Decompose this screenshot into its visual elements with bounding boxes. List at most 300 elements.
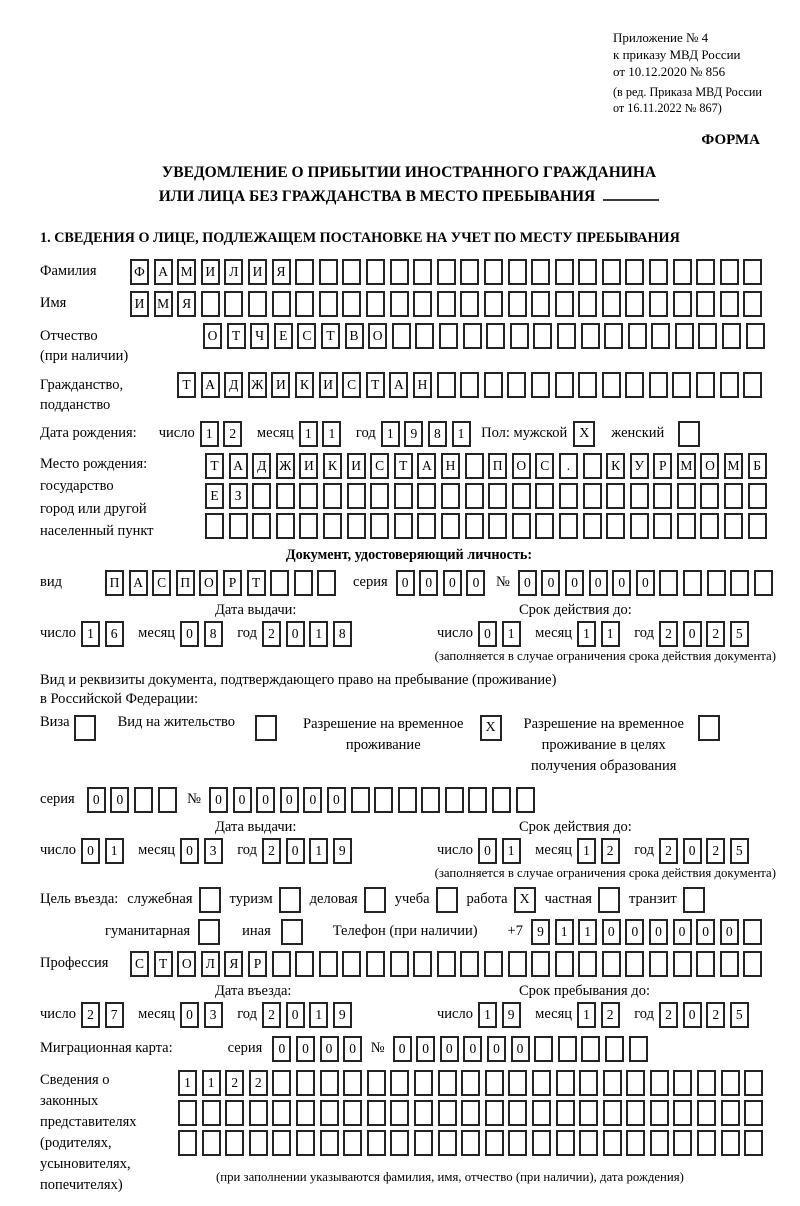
char-box[interactable]: У [630, 453, 649, 479]
char-box[interactable]: 0 [286, 1002, 305, 1028]
char-box[interactable]: К [295, 372, 314, 398]
char-box[interactable] [533, 323, 552, 349]
char-box[interactable] [630, 483, 649, 509]
char-box[interactable] [398, 787, 417, 813]
char-box[interactable]: Л [201, 951, 220, 977]
char-box[interactable]: 9 [333, 1002, 352, 1028]
char-box[interactable]: 0 [209, 787, 228, 813]
char-box[interactable] [486, 323, 505, 349]
char-box[interactable] [743, 259, 762, 285]
char-box[interactable] [296, 1070, 315, 1096]
char-box[interactable] [272, 1100, 291, 1126]
char-box[interactable] [465, 453, 484, 479]
char-box[interactable]: П [176, 570, 195, 596]
char-box[interactable] [555, 291, 574, 317]
char-box[interactable] [351, 787, 370, 813]
char-box[interactable] [697, 1100, 716, 1126]
char-box[interactable] [603, 1100, 622, 1126]
char-box[interactable] [583, 483, 602, 509]
char-box[interactable]: О [203, 323, 222, 349]
char-box[interactable]: 0 [180, 621, 199, 647]
char-box[interactable] [722, 323, 741, 349]
char-box[interactable] [461, 1130, 480, 1156]
char-box[interactable]: Д [252, 453, 271, 479]
char-box[interactable]: 0 [636, 570, 655, 596]
char-box[interactable]: 0 [440, 1036, 459, 1062]
char-box[interactable] [720, 951, 739, 977]
char-box[interactable] [205, 513, 224, 539]
char-box[interactable] [516, 787, 535, 813]
char-box[interactable]: 1 [601, 621, 620, 647]
char-box[interactable] [460, 259, 479, 285]
char-box[interactable] [178, 1130, 197, 1156]
char-box[interactable] [630, 513, 649, 539]
char-box[interactable] [299, 483, 318, 509]
char-box[interactable] [583, 513, 602, 539]
char-box[interactable]: Я [177, 291, 196, 317]
checkbox-tranzit[interactable] [683, 887, 705, 913]
char-box[interactable] [343, 1130, 362, 1156]
char-box[interactable]: 9 [531, 919, 550, 945]
char-box[interactable] [556, 1130, 575, 1156]
char-box[interactable] [578, 259, 597, 285]
char-box[interactable] [437, 259, 456, 285]
char-box[interactable] [465, 513, 484, 539]
char-box[interactable]: 2 [601, 838, 620, 864]
char-box[interactable] [413, 259, 432, 285]
char-box[interactable]: 1 [577, 1002, 596, 1028]
char-box[interactable]: С [370, 453, 389, 479]
char-box[interactable] [508, 1130, 527, 1156]
char-box[interactable] [374, 787, 393, 813]
char-box[interactable] [468, 787, 487, 813]
char-box[interactable]: 1 [478, 1002, 497, 1028]
char-box[interactable] [720, 291, 739, 317]
char-box[interactable] [252, 513, 271, 539]
char-box[interactable]: Д [224, 372, 243, 398]
char-box[interactable] [700, 483, 719, 509]
char-box[interactable] [535, 513, 554, 539]
char-box[interactable]: Т [247, 570, 266, 596]
char-box[interactable] [366, 259, 385, 285]
char-box[interactable]: А [154, 259, 173, 285]
char-box[interactable]: 0 [612, 570, 631, 596]
char-box[interactable] [390, 1070, 409, 1096]
char-box[interactable]: 0 [110, 787, 129, 813]
checkbox-chastnaya[interactable] [598, 887, 620, 913]
char-box[interactable]: 0 [87, 787, 106, 813]
char-box[interactable] [581, 323, 600, 349]
char-box[interactable]: 2 [262, 1002, 281, 1028]
char-box[interactable] [605, 1036, 624, 1062]
char-box[interactable]: 0 [466, 570, 485, 596]
char-box[interactable] [557, 323, 576, 349]
char-box[interactable]: 2 [659, 1002, 678, 1028]
char-box[interactable]: 0 [720, 919, 739, 945]
char-box[interactable] [743, 372, 762, 398]
char-box[interactable] [512, 513, 531, 539]
char-box[interactable] [707, 570, 726, 596]
char-box[interactable] [463, 323, 482, 349]
char-box[interactable]: С [130, 951, 149, 977]
char-box[interactable]: 0 [683, 621, 702, 647]
char-box[interactable]: Ж [276, 453, 295, 479]
checkbox-female[interactable] [678, 421, 700, 447]
char-box[interactable] [460, 291, 479, 317]
char-box[interactable]: . [559, 453, 578, 479]
char-box[interactable]: 0 [443, 570, 462, 596]
char-box[interactable]: М [724, 453, 743, 479]
char-box[interactable] [439, 323, 458, 349]
char-box[interactable] [370, 483, 389, 509]
char-box[interactable] [488, 483, 507, 509]
char-box[interactable] [531, 372, 550, 398]
char-box[interactable]: 0 [541, 570, 560, 596]
char-box[interactable] [485, 1070, 504, 1096]
char-box[interactable] [532, 1100, 551, 1126]
char-box[interactable] [602, 259, 621, 285]
char-box[interactable]: 2 [262, 621, 281, 647]
char-box[interactable]: П [488, 453, 507, 479]
char-box[interactable] [673, 1100, 692, 1126]
char-box[interactable]: З [229, 483, 248, 509]
char-box[interactable]: 0 [233, 787, 252, 813]
char-box[interactable] [413, 951, 432, 977]
char-box[interactable] [696, 291, 715, 317]
checkbox-gumanitarnaya[interactable] [198, 919, 220, 945]
char-box[interactable] [370, 513, 389, 539]
char-box[interactable] [673, 291, 692, 317]
char-box[interactable] [696, 259, 715, 285]
char-box[interactable] [295, 259, 314, 285]
char-box[interactable] [743, 951, 762, 977]
char-box[interactable] [421, 787, 440, 813]
char-box[interactable] [394, 513, 413, 539]
char-box[interactable]: Л [224, 259, 243, 285]
char-box[interactable] [319, 259, 338, 285]
char-box[interactable]: 1 [309, 621, 328, 647]
char-box[interactable] [556, 1070, 575, 1096]
char-box[interactable]: К [606, 453, 625, 479]
char-box[interactable] [342, 291, 361, 317]
char-box[interactable]: 0 [478, 621, 497, 647]
char-box[interactable] [319, 951, 338, 977]
char-box[interactable]: Т [227, 323, 246, 349]
char-box[interactable] [578, 372, 597, 398]
char-box[interactable] [697, 1130, 716, 1156]
char-box[interactable] [578, 951, 597, 977]
char-box[interactable]: 1 [200, 421, 219, 447]
char-box[interactable] [650, 1100, 669, 1126]
checkbox-rabota[interactable]: X [514, 887, 536, 913]
char-box[interactable]: И [347, 453, 366, 479]
char-box[interactable] [224, 291, 243, 317]
char-box[interactable]: 5 [730, 621, 749, 647]
char-box[interactable]: И [271, 372, 290, 398]
char-box[interactable] [696, 951, 715, 977]
char-box[interactable] [531, 951, 550, 977]
char-box[interactable] [202, 1100, 221, 1126]
checkbox-inaya[interactable] [281, 919, 303, 945]
char-box[interactable] [296, 1100, 315, 1126]
char-box[interactable]: И [201, 259, 220, 285]
char-box[interactable] [438, 1130, 457, 1156]
char-box[interactable] [394, 483, 413, 509]
char-box[interactable] [602, 291, 621, 317]
char-box[interactable] [672, 372, 691, 398]
char-box[interactable] [698, 323, 717, 349]
char-box[interactable] [744, 1070, 763, 1096]
char-box[interactable] [650, 1070, 669, 1096]
char-box[interactable]: 0 [478, 838, 497, 864]
char-box[interactable]: Я [224, 951, 243, 977]
char-box[interactable] [558, 1036, 577, 1062]
char-box[interactable] [696, 372, 715, 398]
char-box[interactable] [225, 1100, 244, 1126]
char-box[interactable] [730, 570, 749, 596]
char-box[interactable] [270, 570, 289, 596]
char-box[interactable] [510, 323, 529, 349]
char-box[interactable]: 0 [518, 570, 537, 596]
char-box[interactable] [390, 291, 409, 317]
char-box[interactable] [438, 1100, 457, 1126]
char-box[interactable]: 2 [262, 838, 281, 864]
char-box[interactable]: К [323, 453, 342, 479]
char-box[interactable] [484, 291, 503, 317]
char-box[interactable]: 0 [565, 570, 584, 596]
char-box[interactable] [724, 483, 743, 509]
char-box[interactable] [413, 291, 432, 317]
char-box[interactable] [460, 372, 479, 398]
char-box[interactable]: 0 [602, 919, 621, 945]
char-box[interactable]: 1 [309, 1002, 328, 1028]
char-box[interactable] [417, 513, 436, 539]
char-box[interactable]: А [201, 372, 220, 398]
char-box[interactable]: 0 [180, 1002, 199, 1028]
char-box[interactable] [673, 1070, 692, 1096]
char-box[interactable] [437, 291, 456, 317]
char-box[interactable] [484, 951, 503, 977]
char-box[interactable] [555, 951, 574, 977]
char-box[interactable] [390, 259, 409, 285]
char-box[interactable] [606, 483, 625, 509]
char-box[interactable] [414, 1070, 433, 1096]
char-box[interactable]: 5 [730, 1002, 749, 1028]
char-box[interactable] [629, 1036, 648, 1062]
char-box[interactable] [484, 259, 503, 285]
char-box[interactable] [743, 919, 762, 945]
char-box[interactable]: 5 [730, 838, 749, 864]
checkbox-turizm[interactable] [279, 887, 301, 913]
char-box[interactable] [650, 1130, 669, 1156]
checkbox-delovaya[interactable] [364, 887, 386, 913]
char-box[interactable] [507, 372, 526, 398]
char-box[interactable]: С [297, 323, 316, 349]
char-box[interactable]: Р [248, 951, 267, 977]
char-box[interactable]: 0 [673, 919, 692, 945]
char-box[interactable] [417, 483, 436, 509]
char-box[interactable]: А [129, 570, 148, 596]
char-box[interactable] [748, 513, 767, 539]
char-box[interactable] [579, 1130, 598, 1156]
char-box[interactable] [683, 570, 702, 596]
char-box[interactable] [202, 1130, 221, 1156]
char-box[interactable] [532, 1070, 551, 1096]
char-box[interactable] [414, 1100, 433, 1126]
char-box[interactable]: 9 [502, 1002, 521, 1028]
char-box[interactable]: С [342, 372, 361, 398]
char-box[interactable]: 2 [659, 621, 678, 647]
char-box[interactable]: 1 [577, 621, 596, 647]
char-box[interactable]: 9 [404, 421, 423, 447]
char-box[interactable]: Н [441, 453, 460, 479]
char-box[interactable] [438, 1070, 457, 1096]
char-box[interactable]: А [229, 453, 248, 479]
char-box[interactable] [721, 1070, 740, 1096]
char-box[interactable]: 9 [333, 838, 352, 864]
char-box[interactable] [559, 513, 578, 539]
char-box[interactable]: 1 [81, 621, 100, 647]
char-box[interactable]: 2 [706, 838, 725, 864]
char-box[interactable]: Т [205, 453, 224, 479]
char-box[interactable]: М [677, 453, 696, 479]
char-box[interactable] [178, 1100, 197, 1126]
char-box[interactable] [320, 1130, 339, 1156]
char-box[interactable] [746, 323, 765, 349]
char-box[interactable] [603, 1130, 622, 1156]
char-box[interactable]: Ч [250, 323, 269, 349]
char-box[interactable] [649, 291, 668, 317]
char-box[interactable] [299, 513, 318, 539]
char-box[interactable] [367, 1070, 386, 1096]
char-box[interactable]: 2 [706, 1002, 725, 1028]
char-box[interactable] [437, 372, 456, 398]
char-box[interactable] [158, 787, 177, 813]
char-box[interactable]: 0 [272, 1036, 291, 1062]
char-box[interactable]: Т [177, 372, 196, 398]
char-box[interactable]: 1 [577, 838, 596, 864]
char-box[interactable] [295, 291, 314, 317]
char-box[interactable]: И [130, 291, 149, 317]
char-box[interactable] [225, 1130, 244, 1156]
char-box[interactable] [272, 951, 291, 977]
char-box[interactable]: С [152, 570, 171, 596]
char-box[interactable] [626, 1100, 645, 1126]
char-box[interactable] [272, 1130, 291, 1156]
char-box[interactable] [508, 1070, 527, 1096]
char-box[interactable] [276, 513, 295, 539]
char-box[interactable]: 1 [309, 838, 328, 864]
char-box[interactable] [508, 259, 527, 285]
char-box[interactable] [721, 1130, 740, 1156]
char-box[interactable]: 1 [322, 421, 341, 447]
char-box[interactable] [229, 513, 248, 539]
char-box[interactable] [625, 291, 644, 317]
char-box[interactable]: О [700, 453, 719, 479]
checkbox-sluzhebnaya[interactable] [199, 887, 221, 913]
char-box[interactable]: 0 [327, 787, 346, 813]
char-box[interactable] [508, 1100, 527, 1126]
char-box[interactable] [508, 951, 527, 977]
char-box[interactable]: 1 [555, 919, 574, 945]
char-box[interactable]: 0 [296, 1036, 315, 1062]
char-box[interactable] [743, 291, 762, 317]
char-box[interactable] [342, 951, 361, 977]
char-box[interactable] [625, 951, 644, 977]
char-box[interactable]: Ф [130, 259, 149, 285]
char-box[interactable] [319, 291, 338, 317]
char-box[interactable] [649, 372, 668, 398]
char-box[interactable]: 0 [303, 787, 322, 813]
char-box[interactable] [392, 323, 411, 349]
char-box[interactable] [673, 951, 692, 977]
char-box[interactable]: 1 [202, 1070, 221, 1096]
char-box[interactable] [437, 951, 456, 977]
checkbox-male[interactable]: X [573, 421, 595, 447]
char-box[interactable]: 6 [105, 621, 124, 647]
char-box[interactable]: О [368, 323, 387, 349]
char-box[interactable] [720, 372, 739, 398]
char-box[interactable] [748, 483, 767, 509]
checkbox-temp-residence-edu[interactable] [698, 715, 720, 741]
char-box[interactable] [603, 1070, 622, 1096]
char-box[interactable] [317, 570, 336, 596]
char-box[interactable] [555, 372, 574, 398]
char-box[interactable] [625, 259, 644, 285]
char-box[interactable] [461, 1100, 480, 1126]
char-box[interactable] [532, 1130, 551, 1156]
char-box[interactable] [754, 570, 773, 596]
char-box[interactable] [445, 787, 464, 813]
char-box[interactable] [626, 1130, 645, 1156]
char-box[interactable]: 2 [706, 621, 725, 647]
char-box[interactable] [460, 951, 479, 977]
char-box[interactable] [649, 259, 668, 285]
char-box[interactable]: 2 [223, 421, 242, 447]
char-box[interactable]: Р [223, 570, 242, 596]
char-box[interactable]: М [177, 259, 196, 285]
char-box[interactable]: 0 [419, 570, 438, 596]
char-box[interactable]: 0 [683, 1002, 702, 1028]
char-box[interactable] [415, 323, 434, 349]
char-box[interactable] [555, 259, 574, 285]
char-box[interactable] [531, 291, 550, 317]
char-box[interactable] [578, 291, 597, 317]
char-box[interactable] [441, 513, 460, 539]
char-box[interactable]: 2 [659, 838, 678, 864]
char-box[interactable] [414, 1130, 433, 1156]
char-box[interactable] [249, 1100, 268, 1126]
char-box[interactable] [390, 1130, 409, 1156]
char-box[interactable] [581, 1036, 600, 1062]
char-box[interactable] [347, 483, 366, 509]
char-box[interactable] [252, 483, 271, 509]
char-box[interactable] [651, 323, 670, 349]
char-box[interactable] [390, 951, 409, 977]
char-box[interactable]: 1 [578, 919, 597, 945]
char-box[interactable]: 0 [286, 621, 305, 647]
char-box[interactable] [724, 513, 743, 539]
char-box[interactable] [721, 1100, 740, 1126]
char-box[interactable]: 0 [463, 1036, 482, 1062]
char-box[interactable]: 0 [280, 787, 299, 813]
char-box[interactable] [700, 513, 719, 539]
char-box[interactable]: Т [394, 453, 413, 479]
char-box[interactable]: В [345, 323, 364, 349]
char-box[interactable]: 0 [649, 919, 668, 945]
checkbox-residence-permit[interactable] [255, 715, 277, 741]
char-box[interactable] [535, 483, 554, 509]
